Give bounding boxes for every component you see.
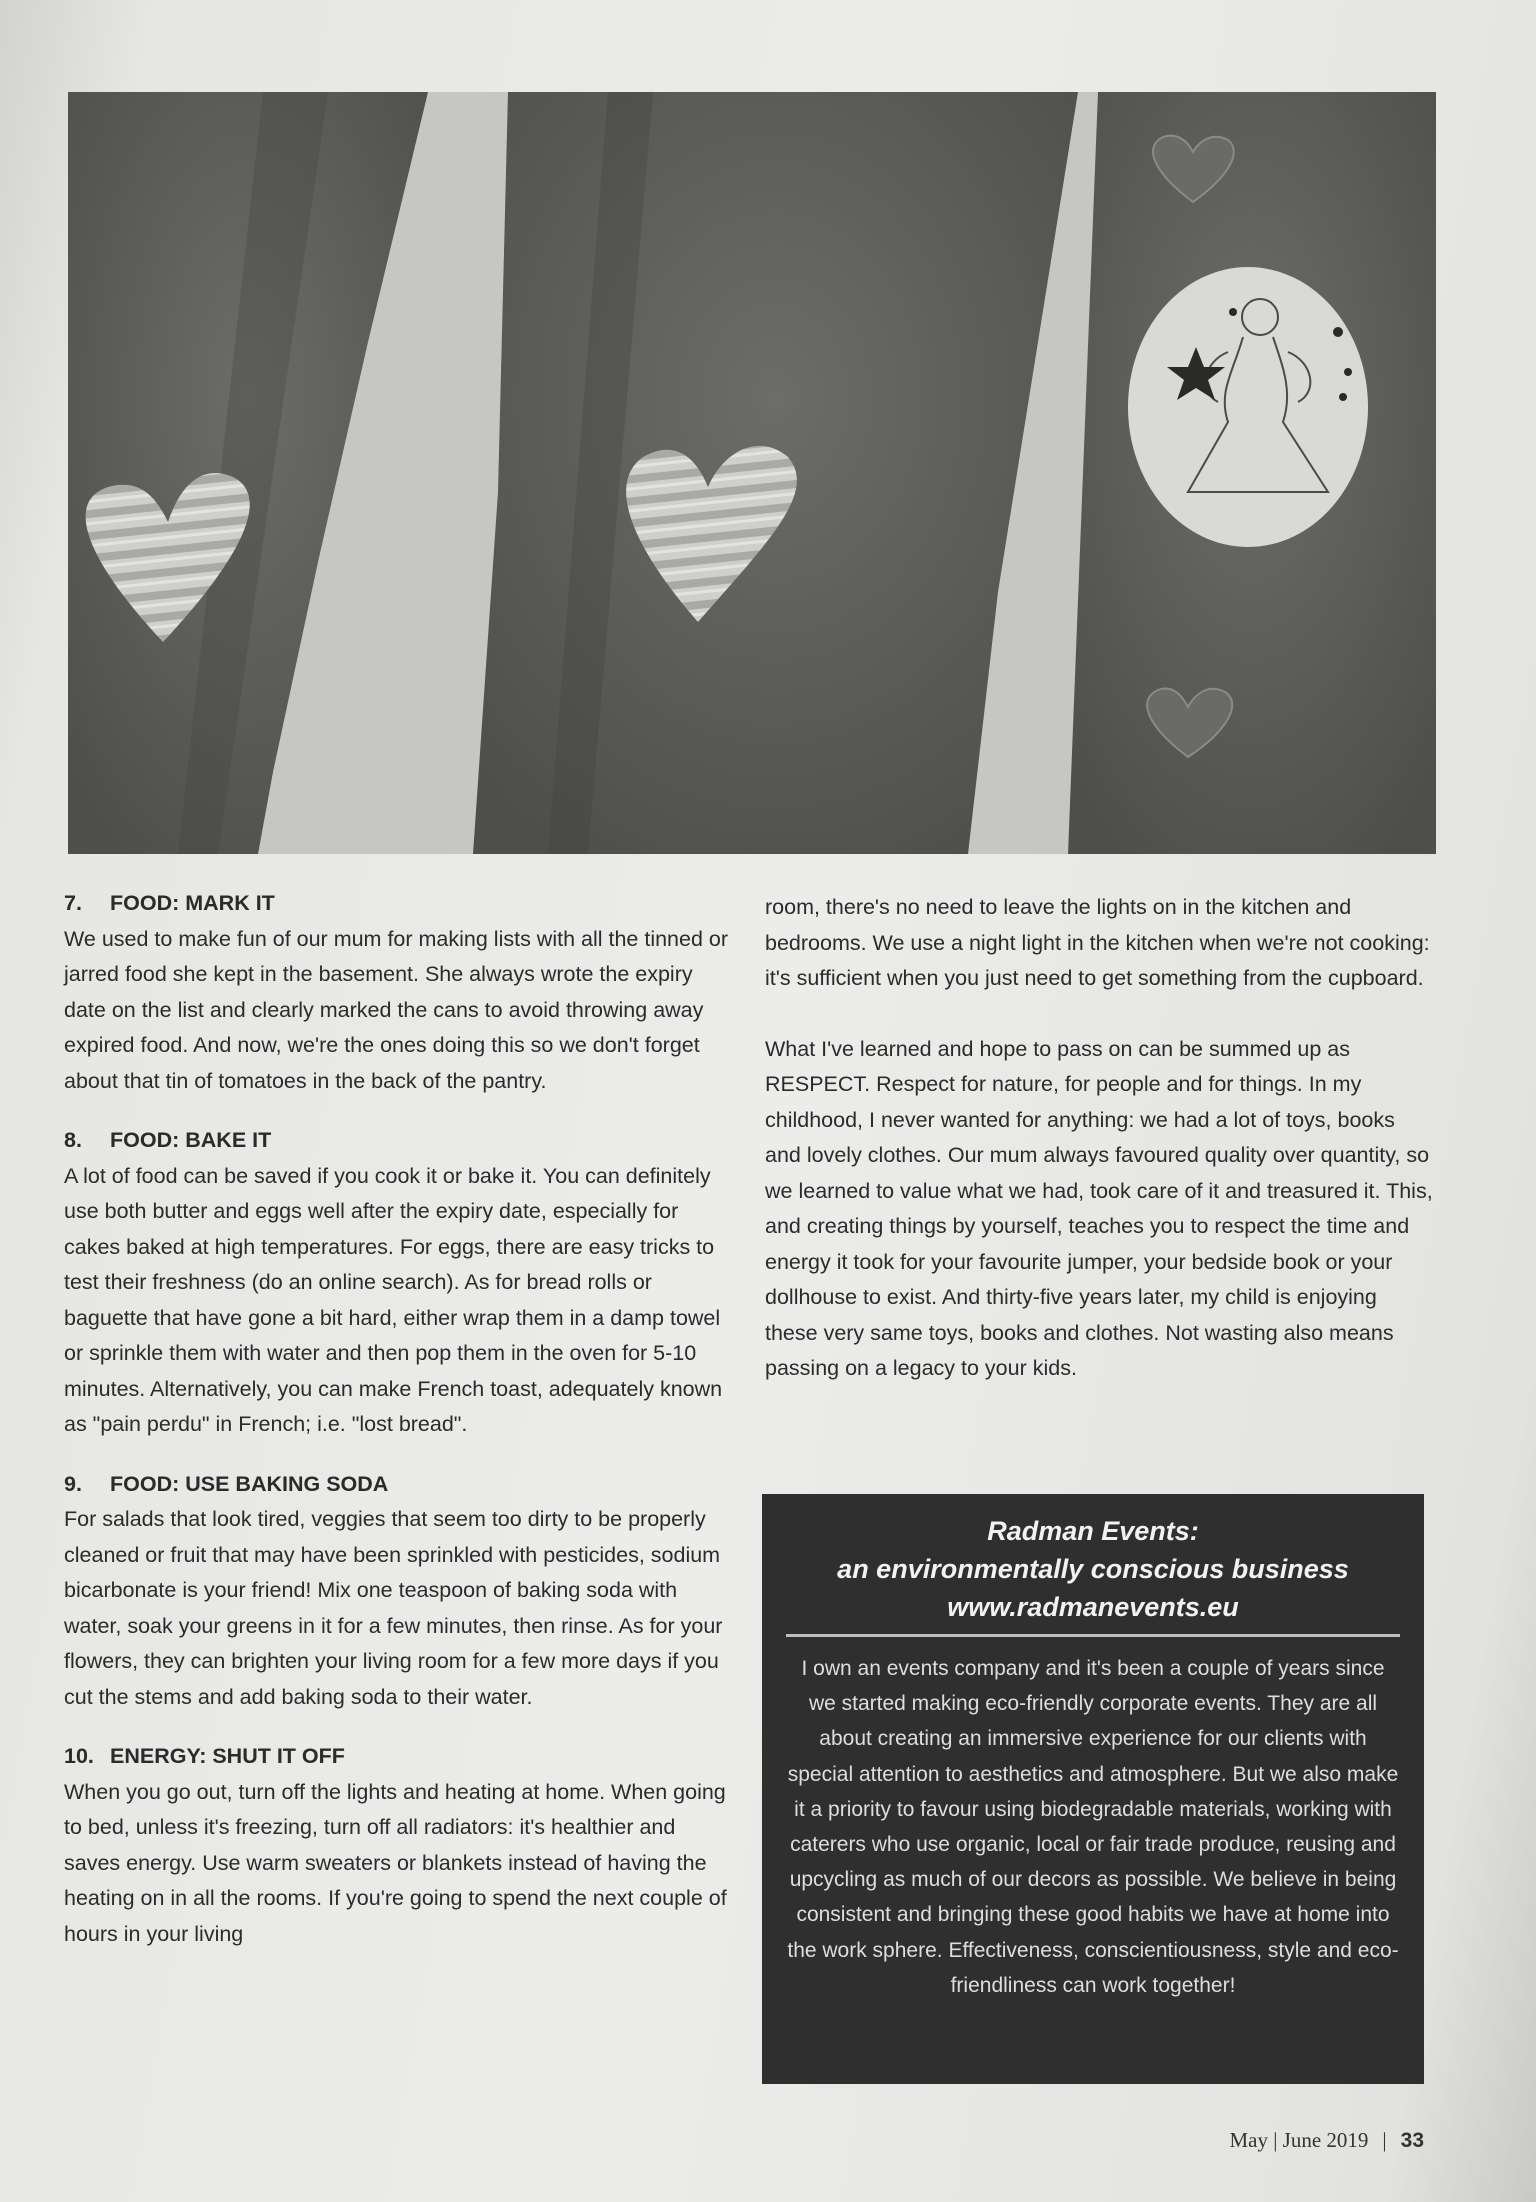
- section-body: A lot of food can be saved if you cook it or bake it. You can definitely use both butter and eggs well after the expiry date, especially for cakes baked at high temperatures. For eggs, there are easy tricks to test their freshness (do an online search). As for bread rolls or baguette that have gone a bit hard, either wrap them in a damp towel or sprinkle them with water and then pop them in the oven for 5-10 minutes. Alternatively, you can make French toast, adequately known as "pain perdu" in French; i.e. "lost bread".: [64, 1163, 723, 1436]
- respect-paragraph: What I've learned and hope to pass on can be summed up as RESPECT. Respect for nature, for people and for things. In my childhood, I never wanted for anything: we had a lot of toys, books and lovely clothes. Our mum always favoured quality over quantity, so we learned to value what we had, took care of it and treasured it. This, and creating things by yourself, teaches you to respect the time and energy it took for your favourite jumper, your bedside book or your dollhouse to exist. And thirty-five years later, my child is enjoying these very same toys, books and clothes. Not wasting also means passing on a legacy to your kids.: [765, 1036, 1433, 1380]
- section-heading: [64, 1123, 734, 1159]
- leggings-photo: [68, 92, 1436, 854]
- princess-patch-icon: [1128, 267, 1368, 547]
- page-footer: [1229, 2128, 1424, 2153]
- box-url-link[interactable]: www.radmanevents.eu: [947, 1592, 1239, 1622]
- section-title: FOOD: BAKE IT: [110, 1128, 272, 1152]
- box-title-line2: an environmentally conscious business: [837, 1554, 1349, 1584]
- footer-separator: |: [1382, 2128, 1387, 2152]
- section-number: 10.: [64, 1744, 94, 1768]
- star-icon: [1229, 308, 1237, 316]
- section-food-mark-it: [64, 886, 734, 1099]
- left-column: [64, 886, 734, 1976]
- issue-date: May | June 2019: [1229, 2128, 1369, 2152]
- section-energy-shut-it-off: [64, 1739, 734, 1952]
- section-heading: [64, 886, 734, 922]
- energy-continuation: room, there's no need to leave the lights on in the kitchen and bedrooms. We use a night light in the kitchen when we're not cooking: it's sufficient when you just need to get something from the cupboard.: [765, 895, 1430, 990]
- section-body: For salads that look tired, veggies that seem too dirty to be properly cleaned or fruit that may have been sprinkled with pesticides, sodium bicarbonate is your friend! Mix one teaspoon of baking soda with water, soak your greens in it for a few minutes, then rinse. As for your flowers, they can brighten your living room for a few more days if you cut the stems and add baking soda to their water.: [64, 1507, 723, 1709]
- section-body: When you go out, turn off the lights and heating at home. When going to bed, unless it's freezing, turn off all radiators: it's healthier and saves energy. Use warm sweaters or blankets instead of having the heating on in all the rooms. If you're going to spend the next couple of hours in your living: [64, 1779, 727, 1946]
- page-number: 33: [1400, 2129, 1424, 2152]
- photo-illustration: [68, 92, 1436, 854]
- section-heading: [64, 1739, 734, 1775]
- star-icon: [1333, 327, 1343, 337]
- section-number: 8.: [64, 1128, 82, 1152]
- section-number: 9.: [64, 1471, 82, 1496]
- right-column: [765, 890, 1433, 1422]
- section-title: ENERGY: SHUT IT OFF: [110, 1744, 345, 1768]
- box-title-line1: Radman Events:: [987, 1516, 1199, 1546]
- section-heading: [64, 1467, 734, 1503]
- star-icon: [1344, 368, 1352, 376]
- section-food-bake-it: [64, 1123, 734, 1443]
- section-title: FOOD: USE BAKING SODA: [110, 1471, 389, 1496]
- star-icon: [1339, 393, 1347, 401]
- box-body: I own an events company and it's been a couple of years since we started making eco-friendly corporate events. They are all about creating an immersive experience for our clients with special attention to aesthetics and atmosphere. But we also make it a priority to favour using biodegradable materials, working with caterers who use organic, local or fair trade produce, reusing and upcycling as much of our decors as possible. We believe in being consistent and bringing these good habits we have at home into the work sphere. Effectiveness, conscientiousness, style and eco-friendliness can work together!: [787, 1657, 1399, 1997]
- section-number: 7.: [64, 891, 82, 915]
- section-body: We used to make fun of our mum for making lists with all the tinned or jarred food she kept in the basement. She always wrote the expiry date on the list and clearly marked the cans to avoid throwing away expired food. And now, we're the ones doing this so we don't forget about that tin of tomatoes in the back of the pantry.: [64, 926, 729, 1093]
- radman-events-box: [762, 1494, 1424, 2084]
- section-food-use-baking-soda: [64, 1467, 734, 1716]
- section-title: FOOD: MARK IT: [110, 891, 275, 915]
- box-divider: [786, 1634, 1400, 1637]
